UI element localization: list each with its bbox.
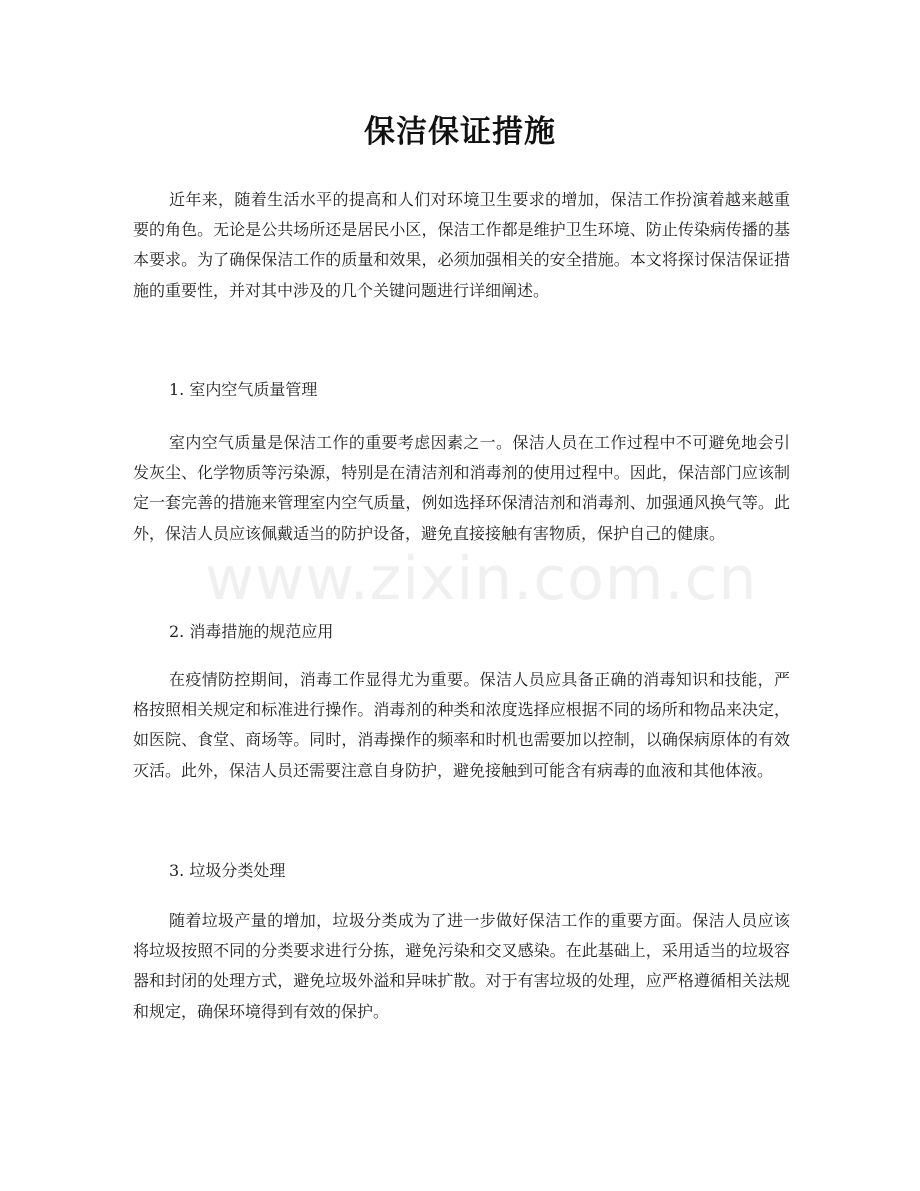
section-1-heading: 1. 室内空气质量管理 [169, 380, 318, 399]
section-3-body: 随着垃圾产量的增加，垃圾分类成为了进一步做好保洁工作的重要方面。保洁人员应该将垃圾按照不同的分类要求进行分拣，避免污染和交叉感染。在此基础上，采用适当的垃圾容器和封闭的处理方式，避免垃圾外溢和异味扩散。对于有害垃圾的处理，应严格遵循相关法规和规定，确保环境得到有效的保护。 [133, 911, 790, 1021]
section-1-body: 室内空气质量是保洁工作的重要考虑因素之一。保洁人员在工作过程中不可避免地会引发灰尘、化学物质等污染源，特别是在清洁剂和消毒剂的使用过程中。因此，保洁部门应该制定一套完善的措施来管理室内空气质量，例如选择环保清洁剂和消毒剂、加强通风换气等。此外，保洁人员应该佩戴适当的防护设备，避免直接接触有害物质，保护自己的健康。 [133, 433, 790, 543]
section-3-heading: 3. 垃圾分类处理 [169, 861, 286, 880]
intro-paragraph: 近年来，随着生活水平的提高和人们对环境卫生要求的增加，保洁工作扮演着越来越重要的角色。无论是公共场所还是居民小区，保洁工作都是维护卫生环境、防止传染病传播的基本要求。为了确保保洁工作的质量和效果，必须加强相关的安全措施。本文将探讨保洁保证措施的重要性，并对其中涉及的几个关键问题进行详细阐述。 [133, 190, 790, 300]
watermark: www.zixin.com.cn [205, 544, 758, 614]
page-title: 保洁保证措施 [364, 114, 556, 150]
section-2-heading: 2. 消毒措施的规范应用 [169, 622, 334, 641]
section-2-body: 在疫情防控期间，消毒工作显得尤为重要。保洁人员应具备正确的消毒知识和技能，严格按照相关规定和标准进行操作。消毒剂的种类和浓度选择应根据不同的场所和物品来决定，如医院、食堂、商场等。同时，消毒操作的频率和时机也需要加以控制，以确保病原体的有效灭活。此外，保洁人员还需要注意自身防护，避免接触到可能含有病毒的血液和其他体液。 [133, 670, 790, 780]
